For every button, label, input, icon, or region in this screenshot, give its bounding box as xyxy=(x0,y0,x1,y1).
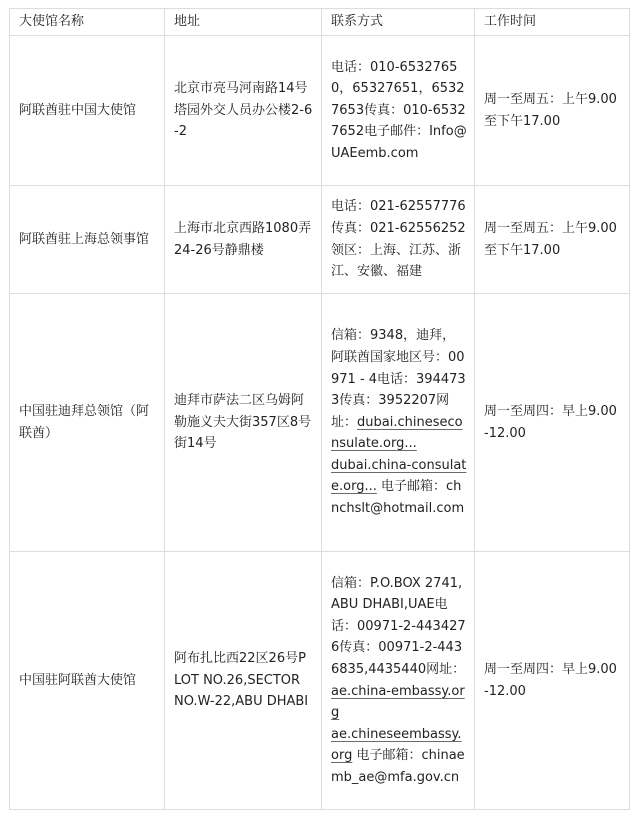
contact-email-text: 电子邮箱：chinaemb_ae@mfa.gov.cn xyxy=(331,748,465,785)
cell-address: 阿布扎比西22区26号PLOT NO.26,SECTOR NO.W-22,ABU DHABI xyxy=(165,552,322,810)
table-row xyxy=(10,294,630,552)
header-hours: 工作时间 xyxy=(475,9,630,36)
cell-hours: 周一至周五：上午9.00至下午17.00 xyxy=(475,36,630,186)
table-row xyxy=(10,186,630,294)
cell-contact xyxy=(322,186,475,294)
embassy-website-link[interactable]: ae.china-embassy.org xyxy=(331,683,465,721)
table-header-row xyxy=(10,9,630,36)
embassy-table xyxy=(9,8,630,810)
cell-contact xyxy=(322,36,475,186)
cell-contact xyxy=(322,552,475,810)
cell-address: 上海市北京西路1080弄24-26号静鼎楼 xyxy=(165,186,322,294)
consulate-website-link-alt[interactable]: dubai.china-consulate.org... xyxy=(331,457,467,495)
cell-name: 中国驻阿联酋大使馆 xyxy=(10,552,165,810)
header-name: 大使馆名称 xyxy=(10,9,165,36)
cell-address: 北京市亮马河南路14号塔园外交人员办公楼2-6-2 xyxy=(165,36,322,186)
contact-text: 电话：021-62557776传真：021-62556252领区：上海、江苏、浙江、安徽、福建 xyxy=(331,199,466,280)
table-row xyxy=(10,552,630,810)
cell-hours: 周一至周四：早上9.00-12.00 xyxy=(475,294,630,552)
cell-hours: 周一至周四：早上9.00-12.00 xyxy=(475,552,630,810)
cell-hours: 周一至周五：上午9.00至下午17.00 xyxy=(475,186,630,294)
contact-text: 信箱：P.O.BOX 2741,ABU DHABI,UAE电话：00971-2-4434276传真：00971-2-4436835,4435440网址： xyxy=(331,575,466,677)
cell-name: 阿联酋驻中国大使馆 xyxy=(10,36,165,186)
contact-text: 电话：010-65327650，65327651，65327653传真：010-65327652电子邮件：Info@UAEemb.com xyxy=(331,59,467,161)
header-address: 地址 xyxy=(165,9,322,36)
cell-name: 阿联酋驻上海总领事馆 xyxy=(10,186,165,294)
cell-name: 中国驻迪拜总领馆（阿联酋） xyxy=(10,294,165,552)
contact-text: 信箱：9348，迪拜，阿联酋国家地区号：00971 - 4电话：3944733传真：3952207网址： xyxy=(331,328,466,430)
header-contact: 联系方式 xyxy=(322,9,475,36)
consulate-website-link[interactable]: dubai.chineseconsulate.org... xyxy=(331,414,463,452)
table-row xyxy=(10,36,630,186)
cell-address: 迪拜市萨法二区乌姆阿勒施义夫大街357区8号街14号 xyxy=(165,294,322,552)
cell-contact xyxy=(322,294,475,552)
embassy-website-link-alt[interactable]: ae.chineseembassy.org xyxy=(331,726,462,764)
contact-email-text: 电子邮箱：chnchslt@hotmail.com xyxy=(331,479,465,517)
